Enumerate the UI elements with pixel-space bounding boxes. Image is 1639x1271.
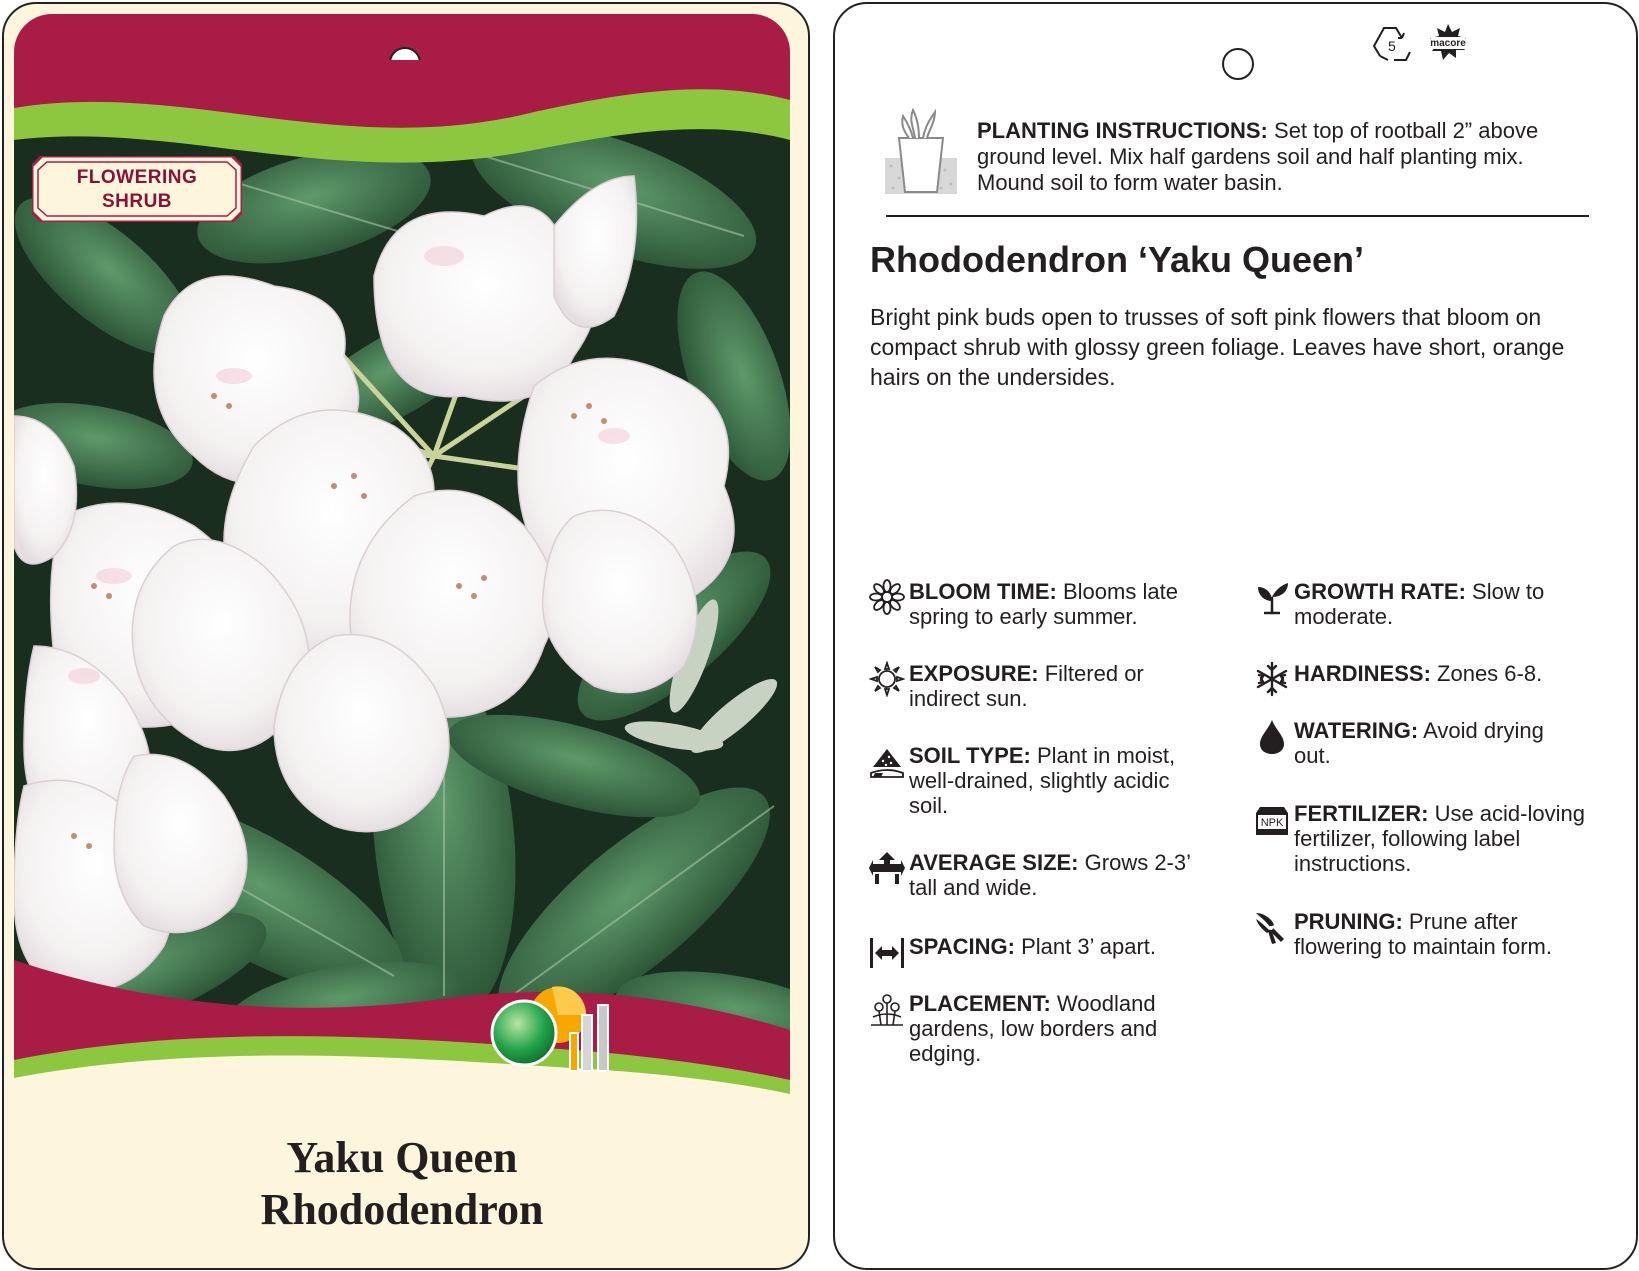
attribute-text: Woodland gardens, low borders and edging. bbox=[909, 991, 1158, 1066]
badge-label bbox=[32, 166, 242, 214]
plant-description: Bright pink buds open to trusses of soft pink flowers that bloom on compact shrub with glossy green foliage. Leaves have short, orange hairs on the undersides. bbox=[870, 304, 1565, 390]
common-name bbox=[14, 1132, 790, 1236]
sun-icon bbox=[869, 661, 905, 697]
attribute-watering bbox=[1294, 718, 1584, 768]
attribute-average-size bbox=[909, 850, 1199, 900]
attribute-text: Zones 6-8. bbox=[1437, 661, 1543, 686]
attribute-label: FERTILIZER: bbox=[1294, 801, 1429, 826]
flower-icon bbox=[869, 579, 905, 615]
badge-line2: SHRUB bbox=[101, 191, 173, 212]
plant-symbol-logo bbox=[490, 985, 640, 1075]
attribute-hardiness bbox=[1294, 661, 1594, 686]
planting-instructions bbox=[977, 118, 1577, 196]
common-name-line1: Yaku Queen bbox=[286, 1133, 518, 1182]
attribute-text: Grows 2-3’ tall and wide. bbox=[909, 850, 1191, 900]
attribute-pruning bbox=[1294, 909, 1584, 959]
attribute-text: Filtered or indirect sun. bbox=[909, 661, 1144, 711]
recycle-mark bbox=[1370, 22, 1480, 66]
attribute-label: PLACEMENT: bbox=[909, 991, 1051, 1016]
attribute-growth-rate bbox=[1294, 579, 1574, 629]
planting-text: Set top of rootball 2” above ground level. Mix half gardens soil and half planting mix. Mound soil to form water basin. bbox=[977, 118, 1539, 195]
attribute-spacing bbox=[909, 934, 1209, 959]
common-name-line2: Rhododendron bbox=[260, 1185, 544, 1234]
front-bottom-wave bbox=[14, 960, 790, 1130]
attribute-label: GROWTH RATE: bbox=[1294, 579, 1466, 604]
attribute-label: PRUNING: bbox=[1294, 909, 1403, 934]
sprout-icon bbox=[1254, 579, 1290, 615]
attribute-text: Slow to moderate. bbox=[1294, 579, 1545, 629]
divider bbox=[886, 215, 1589, 217]
back-hang-hole bbox=[1222, 48, 1254, 80]
recycle-number: 5 bbox=[1388, 38, 1396, 54]
attribute-text: Plant 3’ apart. bbox=[1021, 934, 1156, 959]
soil-icon bbox=[869, 743, 905, 779]
brand-name: macore bbox=[1430, 38, 1466, 49]
snowflake-icon bbox=[1254, 661, 1290, 697]
attribute-exposure bbox=[909, 661, 1169, 711]
attribute-label: WATERING: bbox=[1294, 718, 1419, 743]
npk-badge: NPK bbox=[1260, 817, 1284, 829]
pot-plant-icon bbox=[885, 108, 957, 194]
attribute-text: Use acid-loving fertilizer, following label instructions. bbox=[1294, 801, 1585, 876]
size-icon bbox=[869, 850, 905, 886]
attribute-text: Plant in moist, well-drained, slightly acidic soil. bbox=[909, 743, 1176, 818]
water-drop-icon bbox=[1254, 718, 1290, 754]
attribute-label: HARDINESS: bbox=[1294, 661, 1431, 686]
placement-icon bbox=[869, 991, 905, 1027]
attribute-text: Avoid drying out. bbox=[1294, 718, 1544, 768]
attribute-text: Blooms late spring to early summer. bbox=[909, 579, 1178, 629]
attribute-bloom-time bbox=[909, 579, 1209, 629]
botanical-name: Rhododendron ‘Yaku Queen’ bbox=[870, 239, 1365, 280]
attribute-label: BLOOM TIME: bbox=[909, 579, 1057, 604]
attribute-label: EXPOSURE: bbox=[909, 661, 1039, 686]
attribute-label: SOIL TYPE: bbox=[909, 743, 1031, 768]
attribute-fertilizer bbox=[1260, 801, 1594, 876]
planting-label: PLANTING INSTRUCTIONS: bbox=[977, 118, 1268, 143]
pruners-icon bbox=[1254, 909, 1290, 945]
badge-line1: FLOWERING bbox=[76, 167, 198, 188]
fertilizer-icon bbox=[1254, 801, 1290, 837]
attribute-label: SPACING: bbox=[909, 934, 1015, 959]
attribute-placement bbox=[909, 991, 1219, 1066]
spacing-icon bbox=[869, 934, 905, 970]
attribute-soil-type bbox=[909, 743, 1199, 818]
plant-photo bbox=[14, 116, 790, 1046]
attribute-label: AVERAGE SIZE: bbox=[909, 850, 1079, 875]
attribute-text: Prune after flowering to maintain form. bbox=[1294, 909, 1552, 959]
